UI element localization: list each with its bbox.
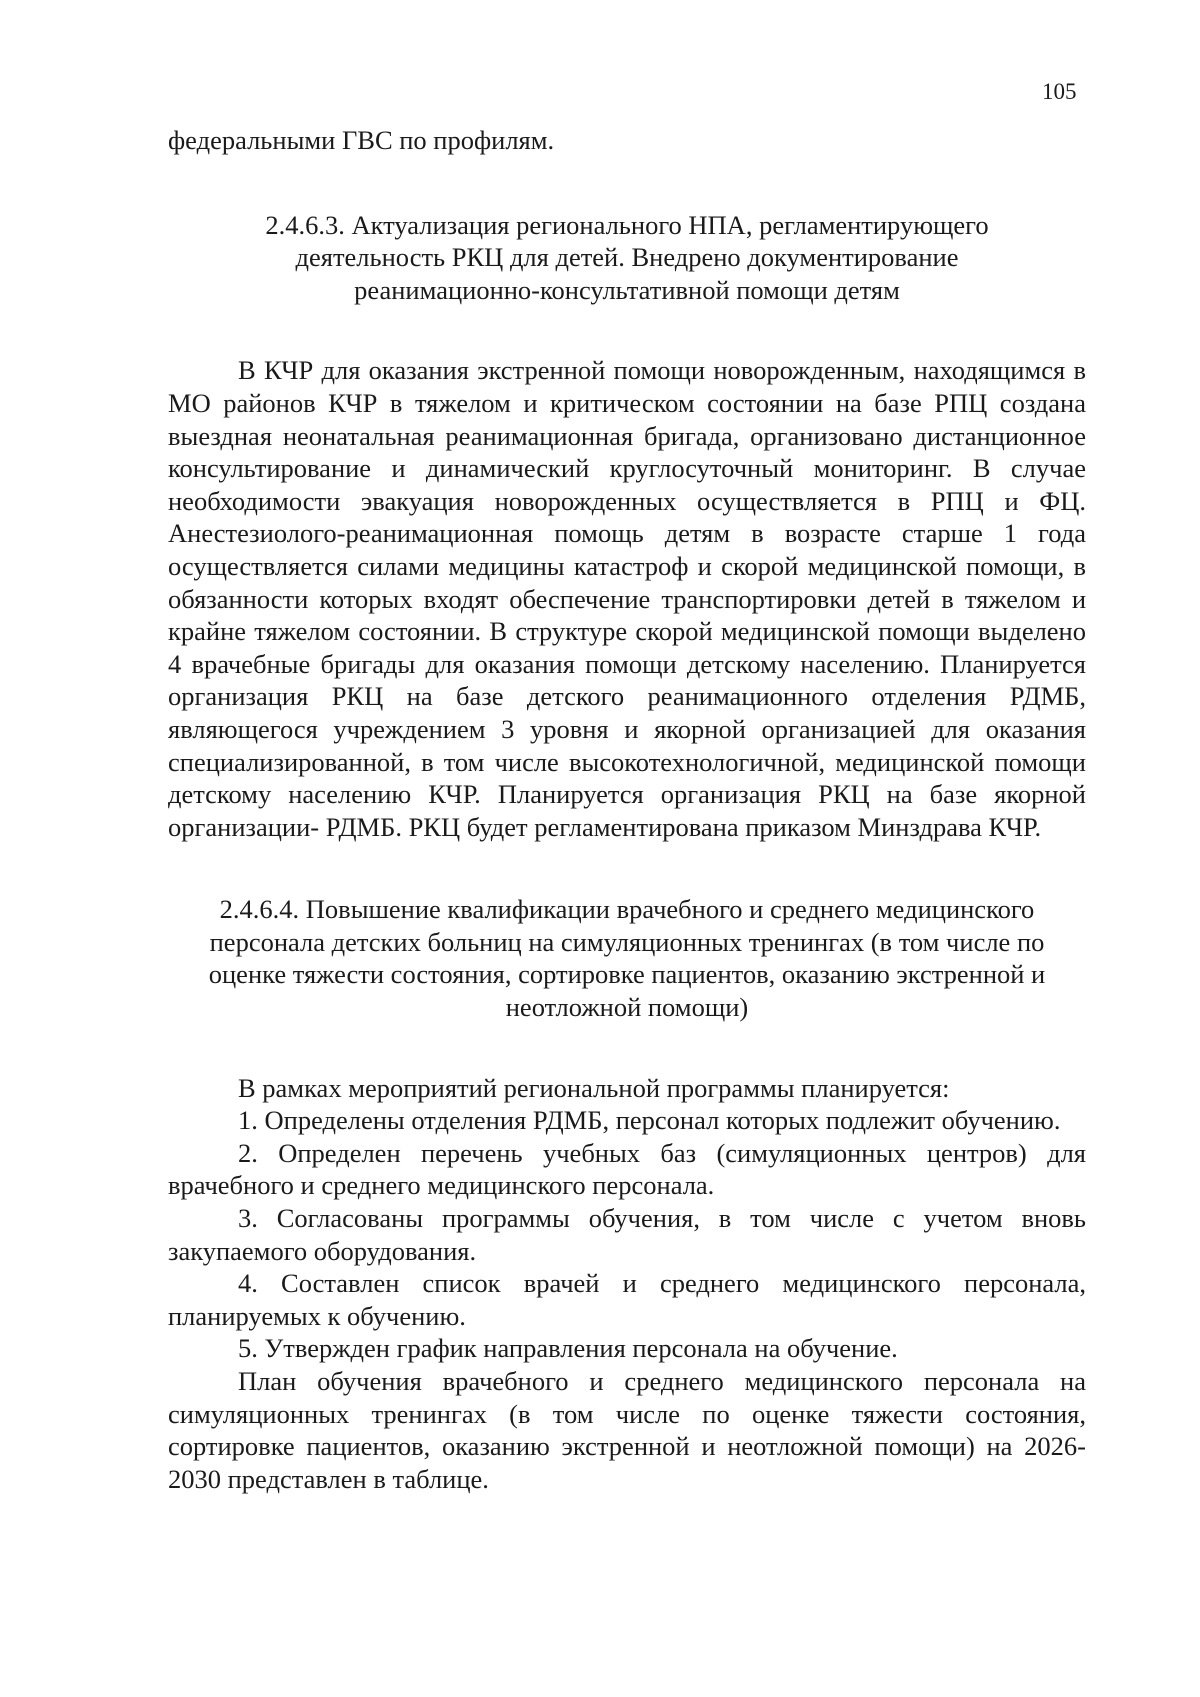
list-item: 5. Утвержден график направления персонала на обучение. (238, 1333, 898, 1364)
list-item: 3. Согласованы программы обучения, в том числе с учетом вновь закупаемого оборудования. (168, 1203, 1086, 1266)
list-item: 2. Определен перечень учебных баз (симуляционных центров) для врачебного и среднего медицинского персонала. (168, 1137, 1086, 1201)
intro-line: федеральными ГВС по профилям. (168, 125, 555, 155)
list-item: 1. Определены отделения РДМБ, персонал которых подлежит обучению. (238, 1105, 1061, 1136)
section-heading-2-4-6-4: 2.4.6.4. Повышение квалификации врачебного и среднего медицинского персонала детских больниц на симуляционных тренингах (в том числе по оценке тяжести состояния, сортировке пациентов, оказанию экстренной и неотложной помощи) (208, 894, 1046, 1023)
list-item: 4. Составлен список врачей и среднего медицинского персонала, планируемых к обучению. (168, 1268, 1086, 1331)
section-heading-2-4-6-3: 2.4.6.3. Актуализация регионального НПА, регламентирующего деятельность РКЦ для детей. Внедрено документирование реанимационно-консультативной помощи детям (265, 209, 989, 305)
section-intro-2-4-6-4: В рамках мероприятий региональной программы планируется: (238, 1072, 950, 1103)
closing-paragraph: План обучения врачебного и среднего медицинского персонала на симуляционных тренингах (в том числе по оценке тяжести состояния, сортировке пациентов, оказанию экстренной и неотложной помощи) на 2026-2030 представлен в таблице. (168, 1366, 1086, 1494)
section-paragraph-2-4-6-3: В КЧР для оказания экстренной помощи новорожденным, находящимся в МО районов КЧР в тяжелом и критическом состоянии на базе РПЦ создана выездная неонатальная реанимационная бригада, организовано дистанционное консультирование и динамический круглосуточный мониторинг. В случае необходимости эвакуация новорожденных осуществляется в РПЦ и ФЦ. Анестезиолого-реанимационная помощь детям в возрасте старше 1 года осуществляется силами медицины катастроф и скорой медицинской помощи, в обязанности которых входят обеспечение транспортировки детей в тяжелом и крайне тяжелом состоянии. В структуре скорой медицинской помощи выделено 4 врачебные бригады для оказания помощи детскому населению. Планируется организация РКЦ на базе детского реанимационного отделения РДМБ, являющегося учреждением 3 уровня и якорной организацией для оказания специализированной, в том числе высокотехнологичной, медицинской помощи детскому населению КЧР. Планируется организация РКЦ на базе якорной организации- РДМБ. РКЦ будет регламентирована приказом Минздрава КЧР. (168, 355, 1086, 842)
document-body (168, 124, 1086, 1495)
page-number: 105 (1042, 79, 1077, 104)
